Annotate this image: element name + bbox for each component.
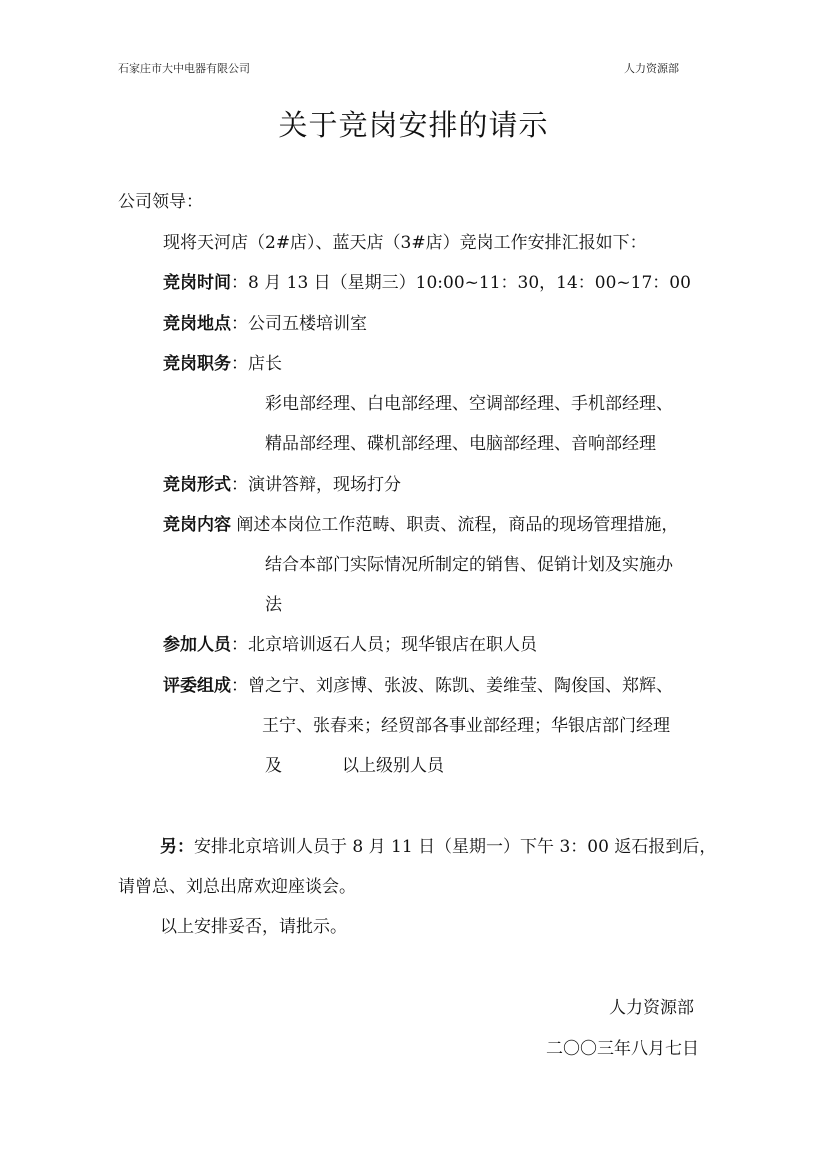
item-value-continued: 精品部经理、碟机部经理、电脑部经理、音响部经理: [265, 434, 656, 454]
item-value: 店长: [248, 354, 282, 374]
item-value-continued: 王宁、张春来；经贸部各事业部经理；华银店部门经理: [262, 716, 670, 736]
item-value-continued: 彩电部经理、白电部经理、空调部经理、手机部经理、: [265, 394, 673, 414]
item-label: 竞岗职务: [163, 354, 231, 374]
item-content: [163, 514, 678, 536]
item-sep: ：: [231, 635, 248, 655]
intro-line: 现将天河店（2#店）、蓝天店（3#店）竞岗工作安排汇报如下：: [163, 233, 647, 253]
item-value: 以上级别人员: [342, 756, 444, 776]
item-label: 竞岗时间: [163, 273, 231, 293]
item-label: 竞岗形式: [163, 475, 231, 495]
item-value: 演讲答辩，现场打分: [248, 475, 401, 495]
item-value: 北京培训返石人员；现华银店在职人员: [248, 635, 537, 655]
item-value: 曾之宁、刘彦博、张波、陈凯、姜维莹、陶俊国、郑辉、: [248, 676, 673, 696]
item-format: [163, 474, 401, 496]
item-sep: ：: [231, 273, 248, 293]
item-location: [163, 313, 367, 335]
note-line-continued: 请曾总、刘总出席欢迎座谈会。: [118, 877, 356, 897]
header-department: 人力资源部: [624, 62, 679, 75]
item-positions: [163, 353, 282, 375]
signature-department: 人力资源部: [609, 998, 694, 1018]
item-judges: [163, 675, 673, 697]
item-label: 参加人员: [163, 635, 231, 655]
item-sep: ：: [231, 676, 248, 696]
document-title: 关于竞岗安排的请示: [278, 108, 549, 142]
closing-line: 以上安排妥否，请批示。: [160, 917, 347, 937]
item-value: 公司五楼培训室: [248, 314, 367, 334]
note-label: 另: [160, 837, 177, 857]
note-line: [160, 836, 716, 858]
item-label: 竞岗地点: [163, 314, 231, 334]
item-sep: ：: [231, 354, 248, 374]
item-sep: ：: [231, 314, 248, 334]
item-value-continued: 法: [265, 595, 282, 615]
signature-date: 二〇〇三年八月七日: [546, 1039, 699, 1059]
salutation: 公司领导：: [118, 192, 203, 212]
note-text: 安排北京培训人员于 8 月 11 日（星期一）下午 3：00 返石报到后，: [194, 837, 717, 857]
item-label: 竞岗内容: [163, 515, 231, 535]
item-participants: [163, 634, 537, 656]
item-value-continued: [265, 755, 444, 777]
header-company: 石家庄市大中电器有限公司: [118, 62, 250, 75]
item-time: [163, 272, 691, 294]
item-sep: ：: [231, 475, 248, 495]
item-value: 8 月 13 日（星期三）10:00~11：30，14：00~17：00: [248, 273, 691, 293]
item-value-continued: 结合本部门实际情况所制定的销售、促销计划及实施办: [265, 555, 673, 575]
item-value-prefix: 及: [265, 756, 282, 776]
item-value: 阐述本岗位工作范畴、职责、流程，商品的现场管理措施，: [236, 515, 679, 535]
note-sep: ：: [177, 837, 194, 857]
item-label: 评委组成: [163, 676, 231, 696]
